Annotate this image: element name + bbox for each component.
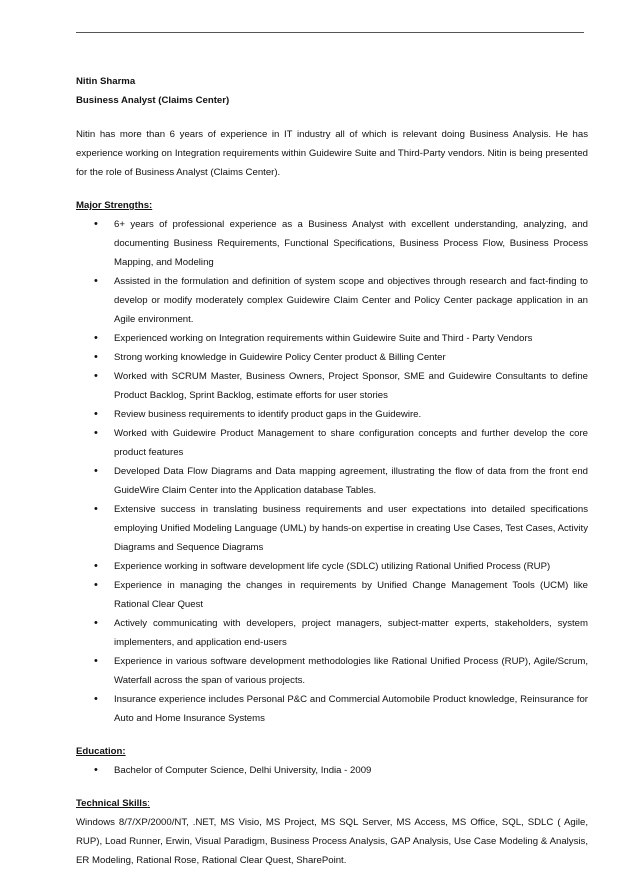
strengths-heading-text: Major Strengths:: [76, 200, 153, 211]
candidate-name: Nitin Sharma: [76, 76, 136, 87]
list-item: • Worked with SCRUM Master, Business Owners, Project Sponsor, SME and Guidewire Consultants to define Product Backlog, Sprint Backlog, estimate efforts for user stories: [76, 367, 588, 405]
list-item: • Developed Data Flow Diagrams and Data mapping agreement, illustrating the flow of data from the front end GuideWire Claim Center into the Application database Tables.: [76, 462, 588, 500]
list-item: • Experienced working on Integration requirements within Guidewire Suite and Third - Party Vendors: [76, 329, 588, 348]
technical-skills-heading: [76, 794, 588, 813]
list-item: • 6+ years of professional experience as a Business Analyst with excellent understanding, analyzing, and documenting Business Requirements, Functional Specifications, Business Process Flow, Business Process Mapping, and Modeling: [76, 215, 588, 272]
summary-paragraph: Nitin has more than 6 years of experience in IT industry all of which is relevant doing Business Analysis. He has experience working on Integration requirements within Guidewire Suite and Third-Party vendors. Nitin is being presented for the role of Business Analyst (Claims Center).: [76, 129, 588, 178]
list-item: • Extensive success in translating business requirements and user expectations into detailed specifications employing Unified Modeling Language (UML) by hands-on expertise in creating Use Cases, Test Cases, Activity Diagrams and Sequence Diagrams: [76, 500, 588, 557]
list-item: • Insurance experience includes Personal P&C and Commercial Automobile Product knowledge, Reinsurance for Auto and Home Insurance Systems: [76, 690, 588, 728]
header-divider: [76, 32, 584, 33]
candidate-role: Business Analyst (Claims Center): [76, 95, 230, 106]
list-item: • Experience in managing the changes in requirements by Unified Change Management Tools (UCM) like Rational Clear Quest: [76, 576, 588, 614]
list-item: • Strong working knowledge in Guidewire Policy Center product & Billing Center: [76, 348, 588, 367]
resume-content: [76, 72, 588, 870]
strengths-heading: [76, 196, 588, 215]
list-item: • Assisted in the formulation and definition of system scope and objectives through research and fact-finding to develop or modify moderately complex Guidewire Claim Center and Policy Center package application in an Agile environment.: [76, 272, 588, 329]
technical-skills-text: Windows 8/7/XP/2000/NT, .NET, MS Visio, MS Project, MS SQL Server, MS Access, MS Office, SQL, SDLC ( Agile, RUP), Load Runner, Erwin, Visual Paradigm, Business Process Analysis, GAP Analysis, Use Case Modeling & Analysis, ER Modeling, Rational Rose, Rational Clear Quest, SharePoint.: [76, 817, 588, 866]
list-item: • Bachelor of Computer Science, Delhi University, India - 2009: [76, 761, 588, 780]
technical-skills-heading-colon: :: [147, 798, 150, 809]
list-item: • Review business requirements to identify product gaps in the Guidewire.: [76, 405, 588, 424]
list-item: • Experience working in software development life cycle (SDLC) utilizing Rational Unified Process (RUP): [76, 557, 588, 576]
list-item: • Worked with Guidewire Product Management to share configuration concepts and further develop the core product features: [76, 424, 588, 462]
education-list: [76, 761, 588, 780]
strengths-list: [76, 215, 588, 728]
list-item: • Experience in various software development methodologies like Rational Unified Process (RUP), Agile/Scrum, Waterfall across the span of various projects.: [76, 652, 588, 690]
education-heading-text: Education:: [76, 746, 126, 757]
technical-skills-heading-text: Technical Skills: [76, 798, 148, 809]
education-heading: [76, 742, 588, 761]
list-item: • Actively communicating with developers, project managers, subject-matter experts, stakeholders, system implementers, and application end-users: [76, 614, 588, 652]
